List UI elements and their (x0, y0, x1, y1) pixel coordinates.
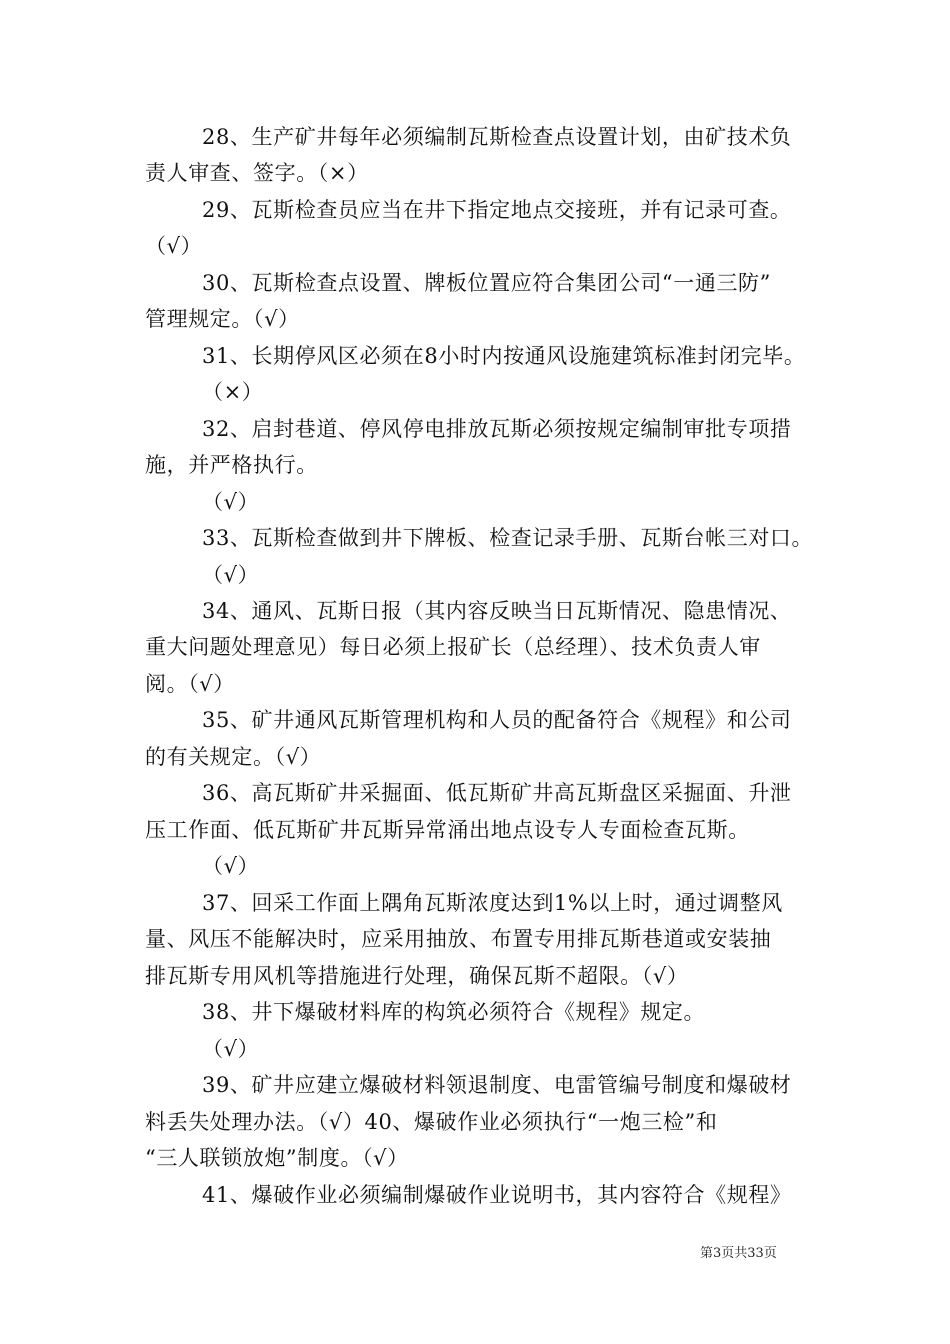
text-line: 压工作面、低瓦斯矿井瓦斯异常涌出地点设专人专面检查瓦斯。 (145, 818, 750, 842)
text-line: 排瓦斯专用风机等措施进行处理，确保瓦斯不超限。（√） (145, 964, 689, 988)
text-line: （√） (202, 490, 260, 514)
text-line: 33、瓦斯检查做到井下牌板、检查记录手册、瓦斯台帐三对口。 (202, 526, 814, 550)
text-line: 31、长期停风区必须在8小时内按通风设施建筑标准封闭完毕。 (202, 344, 806, 368)
text-line: 料丢失处理办法。（√）40、爆破作业必须执行“一炮三检”和 (145, 1110, 718, 1134)
text-line: “三人联锁放炮”制度。（√） (145, 1146, 409, 1170)
text-line: 35、矿井通风瓦斯管理机构和人员的配备符合《规程》和公司 (202, 708, 792, 732)
text-line: 32、启封巷道、停风停电排放瓦斯必须按规定编制审批专项措 (202, 417, 792, 441)
page-number-footer: 第3页共33页 (700, 1246, 777, 1261)
text-line: （√） (202, 854, 260, 878)
text-line: （√） (145, 234, 203, 258)
text-line: （√） (202, 1037, 260, 1061)
text-line: 36、高瓦斯矿井采掘面、低瓦斯矿井高瓦斯盘区采掘面、升泄 (202, 781, 792, 805)
text-line: 29、瓦斯检查员应当在井下指定地点交接班，并有记录可查。 (202, 198, 792, 222)
text-line: 管理规定。（√） (145, 307, 300, 331)
text-line: 阅。（√） (145, 672, 235, 696)
text-line: 责人审查、签字。（×） (145, 161, 369, 185)
text-line: 的有关规定。（√） (145, 745, 322, 769)
text-line: 施，并严格执行。 (145, 453, 318, 477)
text-line: 28、生产矿井每年必须编制瓦斯检查点设置计划，由矿技术负 (202, 125, 792, 149)
text-line: 37、回采工作面上隅角瓦斯浓度达到1%以上时，通过调整风 (202, 891, 783, 915)
text-line: （√） (202, 563, 260, 587)
text-line: 重大问题处理意见）每日必须上报矿长（总经理）、技术负责人审 (145, 635, 761, 659)
text-line: （×） (202, 380, 264, 404)
text-line: 34、通风、瓦斯日报（其内容反映当日瓦斯情况、隐患情况、 (202, 599, 792, 623)
text-line: 量、风压不能解决时，应采用抽放、布置专用排瓦斯巷道或安装抽 (145, 927, 772, 951)
text-line: 39、矿井应建立爆破材料领退制度、电雷管编号制度和爆破材 (202, 1073, 792, 1097)
text-line: 38、井下爆破材料库的构筑必须符合《规程》规定。 (202, 1000, 706, 1024)
text-line: 41、爆破作业必须编制爆破作业说明书，其内容符合《规程》 (202, 1183, 792, 1207)
text-line: 30、瓦斯检查点设置、牌板位置应符合集团公司“一通三防” (202, 271, 771, 295)
